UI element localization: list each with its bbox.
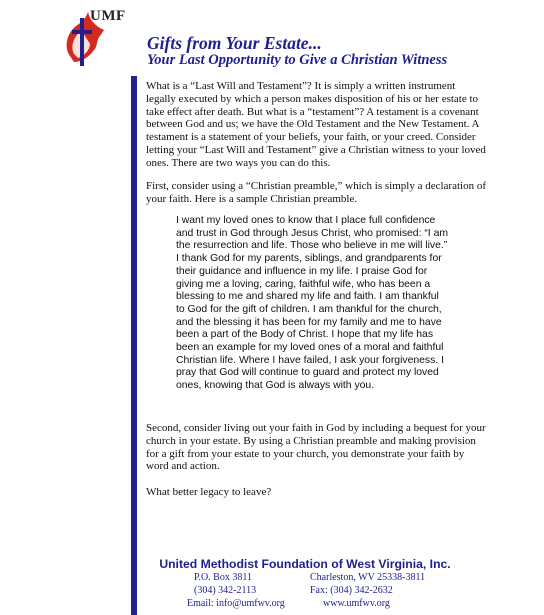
footer-website[interactable]: www.umfwv.org: [323, 598, 390, 609]
footer-address-row: [140, 571, 470, 584]
paragraph-first-option: First, consider using a “Christian preamble,” which is simply a declaration of your faith. Here is a sample Christian preamble.: [146, 180, 487, 205]
sample-preamble: I want my loved ones to know that I place full confidence and trust in God through Jesus Christ, who promised: “I am the resurrection and life. Those who believe in me will live.” I thank God for my parents, siblings, and grandparents for their guidance and influence in my life. I praise God for giving me a loving, caring, faithful wife, who has been a blessing to me and shared my life and faith. I am thankful to God for the gift of children. I am thankful for the church, and the blessing it has been for my family and me to have been a part of the Body of Christ. I hope that my life has been an example for my loved ones of a moral and faithful Christian life. Where I have failed, I ask your forgiveness. I pray that God will continue to guard and protect my loved ones, knowing that God is always with you.: [176, 215, 449, 392]
footer-po-box: P.O. Box 3811: [194, 572, 252, 583]
page-title: Gifts from Your Estate...: [147, 33, 322, 53]
logo-text: UMF: [90, 8, 126, 24]
footer-email[interactable]: Email: info@umfwv.org: [187, 598, 285, 609]
paragraph-testament: What is a “Last Will and Testament”? It is simply a written instrument legally executed by which a person makes disposition of his or her estate to take effect after death. But what is a “testament”? A testament is a covenant between God and us; we have the Old Testament and the New Testament. A testament is a statement of your beliefs, your faith, or your creed. Consider letting your “Last Will and Testament” give a Christian witness to your loved ones. There are two ways you can do this.: [146, 80, 486, 169]
left-accent-bar: [131, 76, 137, 615]
footer: [140, 557, 470, 610]
footer-contact-row: [140, 597, 470, 610]
footer-phone-row: [140, 584, 470, 597]
footer-city: Charleston, WV 25338-3811: [310, 572, 426, 583]
footer-fax: Fax: (304) 342-2632: [310, 585, 393, 596]
paragraph-closing: What better legacy to leave?: [146, 486, 272, 498]
footer-org-name: United Methodist Foundation of West Virginia, Inc.: [159, 557, 451, 571]
footer-phone: (304) 342-2113: [194, 585, 257, 596]
page-subtitle: Your Last Opportunity to Give a Christian Witness: [147, 52, 448, 68]
paragraph-second-option: Second, consider living out your faith in God by including a bequest for your church in your estate. By using a Christian preamble and making provision for a gift from your estate to your church, you demonstrate your faith by word and action.: [146, 422, 486, 473]
